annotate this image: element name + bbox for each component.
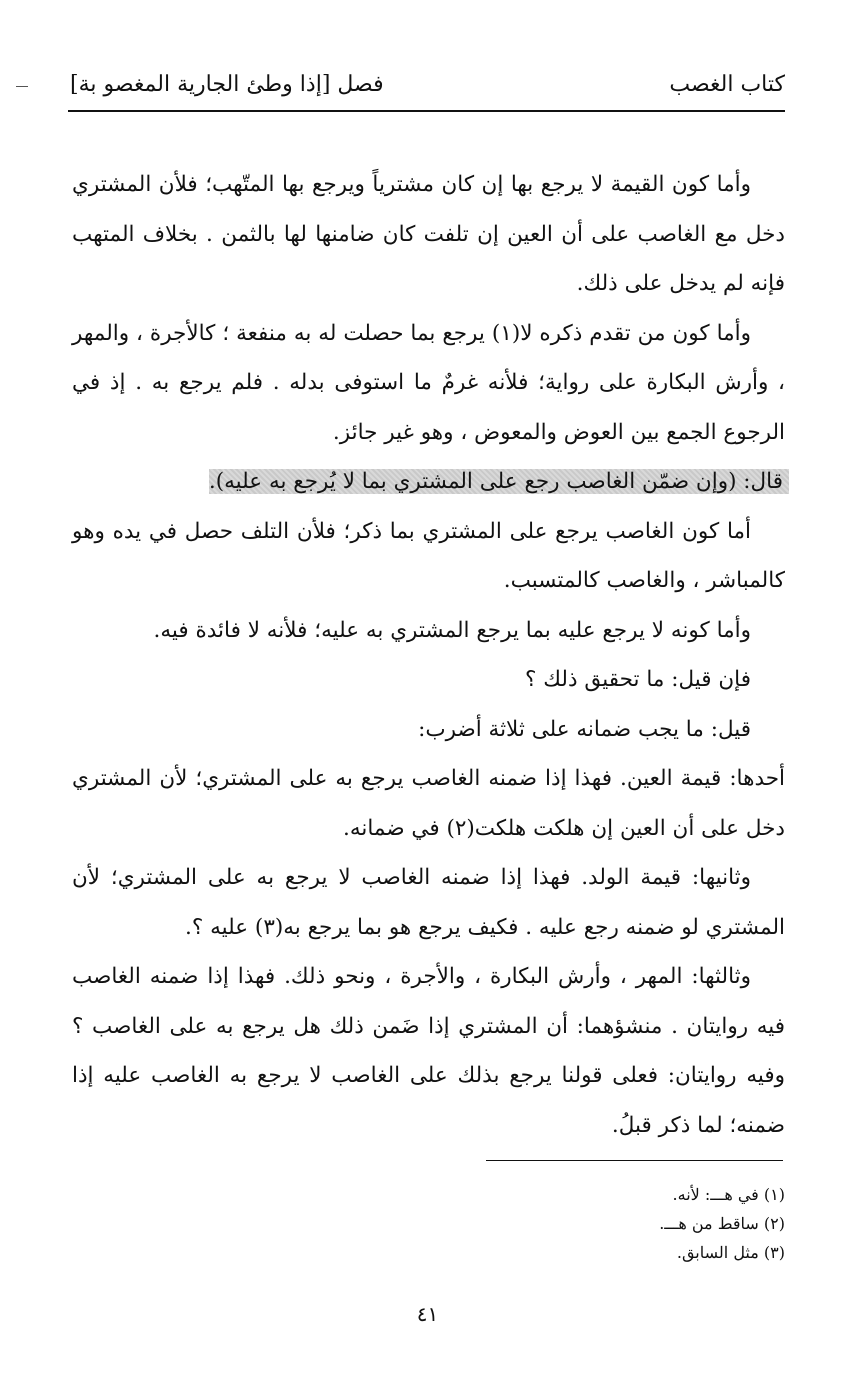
paragraph-9: وثانيها: قيمة الولد. فهذا إذا ضمنه الغاصب لا يرجع به على المشتري؛ لأن المشتري لو ضمنه رجع عليه . فكيف يرجع هو بما يرجع به(٣) عليه ؟. xyxy=(72,865,785,940)
paragraph-1: وأما كون القيمة لا يرجع بها إن كان مشترياً ويرجع بها المتّهب؛ فلأن المشتري دخل مع الغاصب على أن العين إن تلفت كان ضامنها لها بالثمن . بخلاف المتهب فإنه لم يدخل على ذلك. xyxy=(72,172,785,296)
page-number: ٤١ xyxy=(416,1302,439,1326)
paragraph-10: وثالثها: المهر ، وأرش البكارة ، والأجرة ، ونحو ذلك. فهذا إذا ضمنه الغاصب فيه روايتان . منشؤهما: أن المشتري إذا ضَمن ذلك هل يرجع به على الغاصب ؟ وفيه روايتان: فعلى قولنا يرجع بذلك على الغاصب لا يرجع به الغاصب عليه إذا ضمنه؛ لما ذكر قبلُ. xyxy=(72,964,785,1138)
footnote-2: (٢) ساقط من هـــ. xyxy=(659,1214,785,1233)
footnote-3: (٣) مثل السابق. xyxy=(676,1243,785,1262)
paragraph-4: أما كون الغاصب يرجع على المشتري بما ذكر؛ فلأن التلف حصل في يده وهو كالمباشر ، والغاصب كالمتسبب. xyxy=(72,518,785,593)
body-text xyxy=(72,160,785,1150)
paragraph-5: وأما كونه لا يرجع عليه بما يرجع المشتري به عليه؛ فلأنه لا فائدة فيه. xyxy=(153,617,751,643)
header-rule xyxy=(68,110,785,112)
header-book-title: كتاب الغصب xyxy=(669,72,785,97)
quoted-text-line xyxy=(72,457,785,507)
highlighted-quote: قال: (وإن ضمّن الغاصب رجع على المشتري بما لا يُرجع به عليه). xyxy=(209,469,789,494)
margin-mark xyxy=(16,86,28,87)
paragraph-8: أحدها: قيمة العين. فهذا إذا ضمنه الغاصب يرجع به على المشتري؛ لأن المشتري دخل على أن العين إن هلكت هلكت(٢) في ضمانه. xyxy=(72,766,785,841)
paragraph-2: وأما كون من تقدم ذكره لا(١) يرجع بما حصلت له به منفعة ؛ كالأجرة ، والمهر ، وأرش البكارة على رواية؛ فلأنه غرمٌ ما استوفى بدله . فلم يرجع به . إذ في الرجوع الجمع بين العوض والمعوض ، وهو غير جائز. xyxy=(72,320,785,445)
paragraph-6: فإن قيل: ما تحقيق ذلك ؟ xyxy=(525,667,751,692)
footnotes xyxy=(385,1180,785,1267)
header-section-title: فصل [إذا وطئ الجارية المغصو بة] xyxy=(70,72,384,97)
footnote-1: (١) في هـــ: لأنه. xyxy=(672,1185,785,1204)
paragraph-7: قيل: ما يجب ضمانه على ثلاثة أضرب: xyxy=(418,716,751,742)
running-header xyxy=(70,58,785,106)
footnote-rule xyxy=(486,1160,783,1161)
